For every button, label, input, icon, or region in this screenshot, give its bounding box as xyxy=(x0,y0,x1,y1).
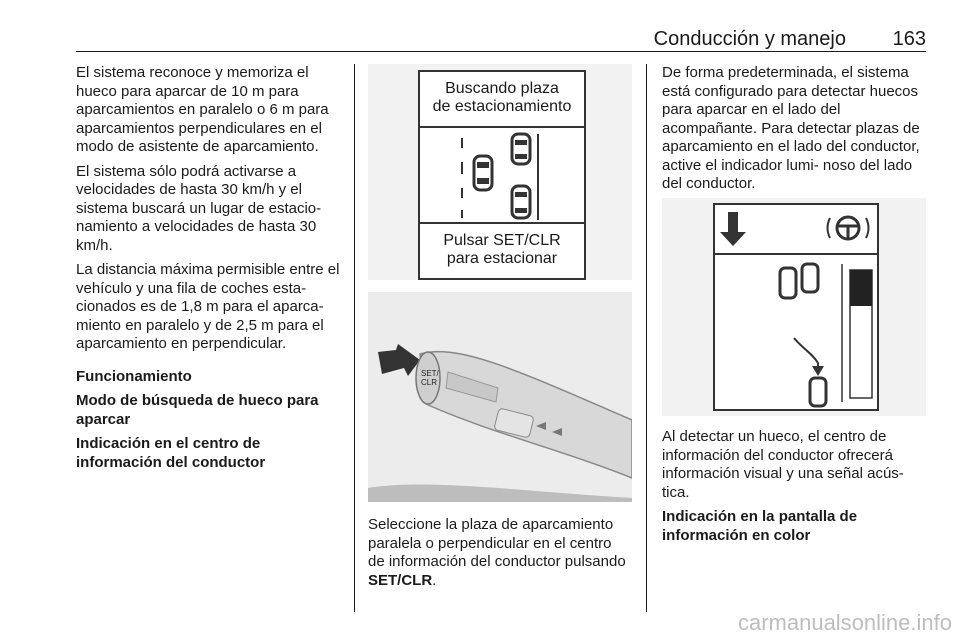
subheading: Funcionamiento xyxy=(76,367,192,385)
paragraph: El sistema sólo podrá activarse a velocidades de hasta 30 km/h y el sistema buscará un lugar de estacio- namiento a velocidades de hasta 30 km/h. xyxy=(76,162,322,254)
page-header xyxy=(76,22,926,52)
stalk-illustration xyxy=(368,292,632,502)
column-divider xyxy=(646,64,647,612)
caption-text: Seleccione la plaza de aparcamiento paralela o perpendicular en el centro de información del conductor pulsando xyxy=(368,516,626,570)
arrow-icon xyxy=(378,344,420,376)
right-column xyxy=(662,64,927,200)
left-column xyxy=(76,64,342,478)
header-rule xyxy=(76,51,926,52)
display-footer xyxy=(420,222,584,278)
subheading: Indicación en la pantalla de información en color xyxy=(662,508,858,544)
right-column-lower xyxy=(662,428,927,551)
subheading: Indicación en el centro de información del conductor xyxy=(76,435,266,471)
paragraph: El sistema reconoce y memoriza el hueco para aparcar de 10 m para aparcamientos en paralelo o 6 m para aparcamientos perpendiculares en el modo de asistente de aparcamiento. xyxy=(76,64,329,155)
column-divider xyxy=(354,64,355,612)
parking-search-display-figure xyxy=(368,64,632,280)
guidance-display-illustration xyxy=(662,198,926,416)
caption-text: . xyxy=(432,571,437,589)
figure-caption xyxy=(368,516,632,590)
display-text: Buscando plaza xyxy=(445,80,559,97)
paragraph: Al detectar un hueco, el centro de información del conductor ofrecerá información visual y una señal acús- tica. xyxy=(662,428,904,501)
parking-scene-icon xyxy=(420,128,584,222)
page-number: 163 xyxy=(892,28,926,50)
subheading: Modo de búsqueda de hueco para aparcar xyxy=(76,392,319,428)
section-title: Conducción y manejo xyxy=(653,28,846,50)
paragraph: De forma predeterminada, el sistema está configurado para detectar huecos para aparcar en el lado del acompañante. Para detectar plazas de aparcamiento en el lado del conductor, active el indicador lumi- noso del lado del conductor. xyxy=(662,64,920,192)
caption-bold-text: SET/CLR xyxy=(368,571,433,589)
paragraph: La distancia máxima permisible entre el vehículo y una fila de coches esta- cionados es de 1,8 m para el aparca- miento en paralelo y de 2,5 m para el aparcamiento en perpendicular. xyxy=(76,261,340,352)
display-frame xyxy=(418,70,586,280)
display-text: para estacionar xyxy=(446,250,558,267)
stalk-label: CLR xyxy=(421,378,438,387)
display-header xyxy=(420,72,584,128)
stalk-label: SET/ xyxy=(421,369,439,378)
distance-gauge-fill xyxy=(850,270,872,306)
display-text: Pulsar SET/CLR xyxy=(443,232,561,249)
display-text: de estacionamiento xyxy=(432,98,572,115)
parking-guidance-display-figure xyxy=(662,198,926,416)
watermark: carmanualsonline.info xyxy=(737,610,952,635)
turn-signal-stalk-figure xyxy=(368,292,632,502)
